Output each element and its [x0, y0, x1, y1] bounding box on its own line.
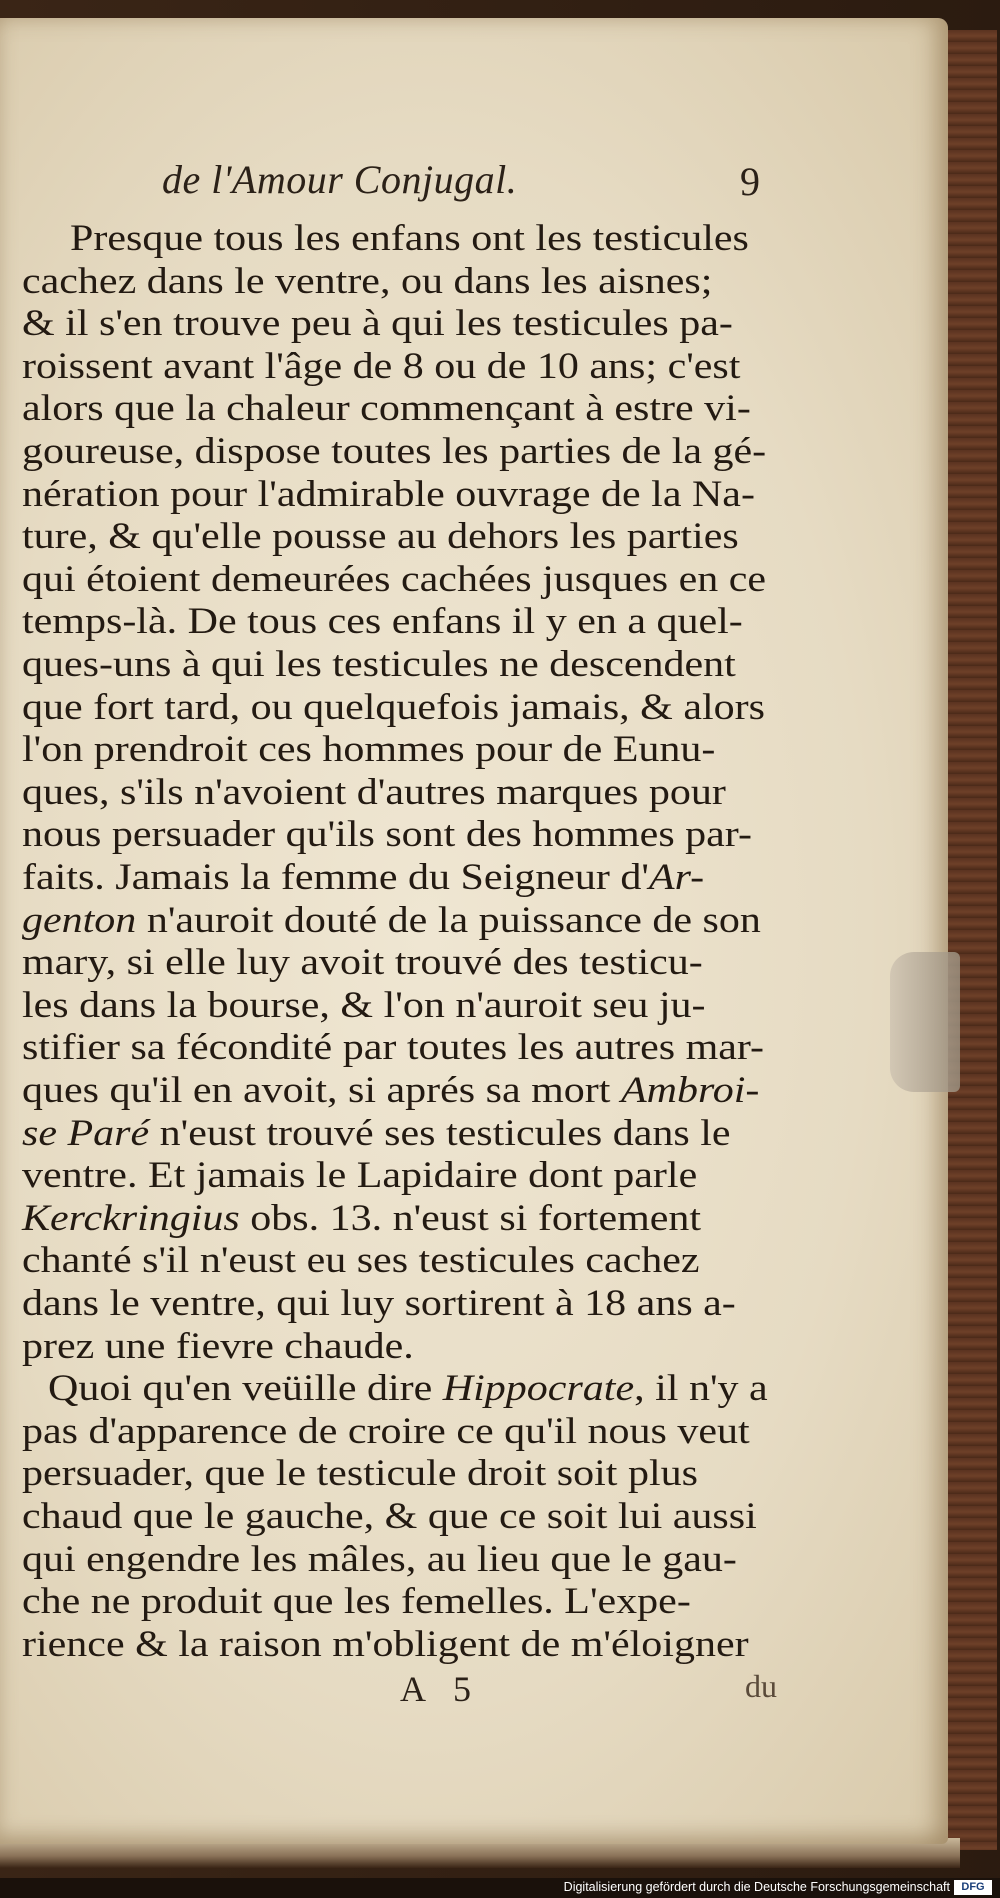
- footer-credit: Digitalisierung gefördert durch die Deutsche Forschungsgemeinschaft: [563, 1880, 950, 1894]
- italic-text-span: se Paré: [22, 1112, 150, 1154]
- catchword: du: [745, 1668, 777, 1704]
- text-line: rience & la raison m'obligent de m'éloigner: [22, 1623, 749, 1665]
- text-span: faits. Jamais la femme du Seigneur d': [22, 857, 649, 898]
- text-line: cachez dans le ventre, ou dans les aisnes;: [22, 260, 713, 302]
- text-line: nération pour l'admirable ouvrage de la Na-: [22, 473, 755, 515]
- text-line: les dans la bourse, & l'on n'auroit seu ju-: [22, 984, 706, 1026]
- text-line: qui engendre les mâles, au lieu que le gau-: [22, 1538, 737, 1580]
- text-line: chaud que le gauche, & que ce soit lui aussi: [22, 1496, 757, 1537]
- text-line: alors que la chaleur commençant à estre vi-: [22, 388, 751, 430]
- text-line: chanté s'il n'eust eu ses testicules cachez: [22, 1240, 700, 1282]
- text-line: prez une fievre chaude.: [22, 1325, 414, 1367]
- dfg-logo: DFG: [954, 1880, 992, 1895]
- text-line: roissent avant l'âge de 8 ou de 10 ans; c'est: [22, 345, 741, 387]
- text-line: & il s'en trouve peu à qui les testicules pa-: [22, 303, 733, 345]
- italic-text-span: Hippocrate: [442, 1368, 635, 1410]
- running-head-title: de l'Amour Conjugal.: [162, 157, 518, 202]
- text-line: qui étoient demeurées cachées jusques en ce: [22, 558, 767, 600]
- italic-text-span: Ar-: [648, 857, 705, 898]
- italic-text-span: Kerckringius: [22, 1197, 240, 1239]
- text-line: ventre. Et jamais le Lapidaire dont parle: [22, 1155, 698, 1197]
- text-line: nous persuader qu'ils sont des hommes par-: [22, 814, 752, 856]
- running-head: [0, 150, 948, 210]
- text-line: dans le ventre, qui luy sortirent à 18 ans a-: [22, 1283, 736, 1324]
- text-line: [48, 1368, 768, 1410]
- text-line: stifier sa fécondité par toutes les autres mar-: [22, 1027, 765, 1069]
- text-line: temps-là. De tous ces enfans il y en a quel-: [22, 601, 743, 643]
- text-line: ques, s'ils n'avoient d'autres marques pour: [22, 771, 726, 813]
- text-line: ture, & qu'elle pousse au dehors les parties: [22, 516, 739, 558]
- italic-text-span: genton: [22, 899, 137, 941]
- text-line: mary, si elle luy avoit trouvé des testicu-: [22, 942, 703, 984]
- book-edge-right: [945, 30, 997, 1850]
- text-line: ques-uns à qui les testicules ne descendent: [22, 644, 736, 685]
- text-line: [22, 857, 704, 899]
- text-span: , il n'y a: [634, 1368, 768, 1410]
- text-line: [22, 900, 761, 942]
- text-line: goureuse, dispose toutes les parties de la gé-: [22, 431, 767, 472]
- signature-mark: A 5: [400, 1669, 482, 1709]
- text-line: [22, 1198, 701, 1240]
- text-span: Quoi qu'en veüille dire: [48, 1368, 443, 1410]
- page-clip: [890, 952, 960, 1092]
- text-line: l'on prendroit ces hommes pour de Eunu-: [22, 729, 716, 771]
- book-page: [0, 18, 948, 1844]
- text-span: ques qu'il en avoit, si aprés sa mort: [22, 1070, 621, 1111]
- text-line: che ne produit que les femelles. L'expe-: [22, 1581, 691, 1623]
- text-line: pas d'apparence de croire ce qu'il nous veut: [22, 1410, 750, 1452]
- text-span: n'eust trouvé ses testicules dans le: [149, 1112, 731, 1154]
- text-span: obs. 13. n'eust si fortement: [239, 1197, 702, 1239]
- text-line: [22, 1113, 731, 1155]
- text-line: que fort tard, ou quelquefois jamais, & alors: [22, 686, 765, 728]
- italic-text-span: Ambroi-: [620, 1070, 760, 1111]
- text-line: persuader, que le testicule droit soit plus: [22, 1453, 698, 1495]
- page-number: 9: [740, 159, 760, 204]
- text-line: [22, 1070, 759, 1112]
- text-span: n'auroit douté de la puissance de son: [136, 899, 761, 941]
- text-line: Presque tous les enfans ont les testicules: [70, 218, 749, 259]
